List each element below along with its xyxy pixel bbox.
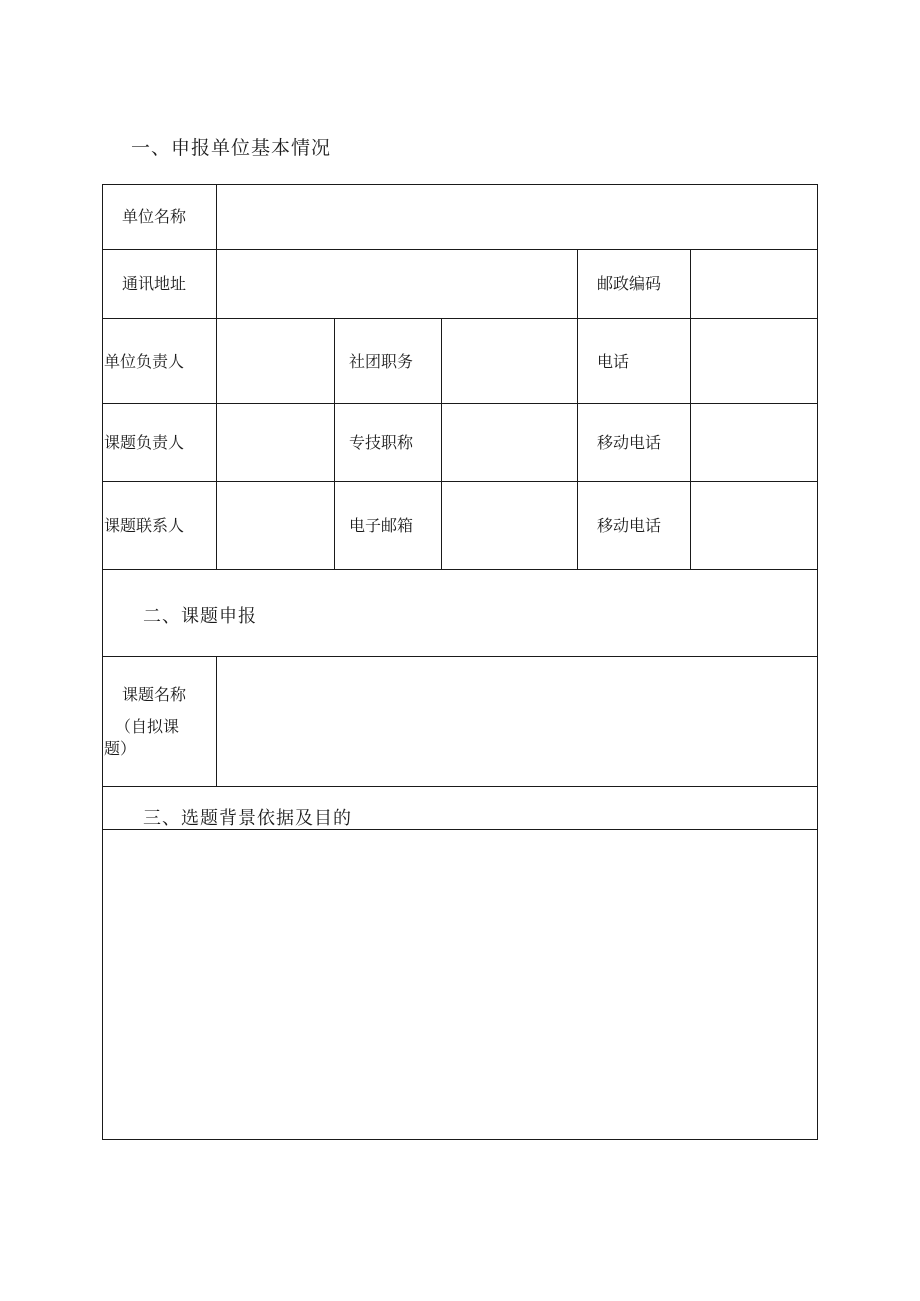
email-field[interactable]	[442, 482, 577, 569]
column-divider	[577, 249, 578, 569]
professional-title-label: 专技职称	[349, 433, 414, 452]
background-text-area[interactable]	[103, 830, 817, 1139]
contact-mobile-phone-label: 移动电话	[597, 516, 662, 535]
society-position-label: 社团职务	[349, 352, 414, 371]
column-divider	[334, 318, 335, 569]
project-contact-field[interactable]	[217, 482, 334, 569]
phone-field[interactable]	[691, 319, 817, 403]
mobile-phone-field[interactable]	[691, 404, 817, 481]
section-1-heading: 一、申报单位基本情况	[131, 137, 332, 159]
unit-name-label: 单位名称	[122, 207, 187, 226]
project-name-label-line-3: 题）	[104, 739, 137, 758]
project-name-field[interactable]	[217, 657, 817, 786]
professional-title-field[interactable]	[442, 404, 577, 481]
postal-code-label: 邮政编码	[597, 274, 662, 293]
section-3-heading: 三、选题背景依据及目的	[143, 808, 352, 829]
phone-label: 电话	[597, 352, 630, 371]
project-name-label-line-1: 课题名称	[122, 685, 187, 704]
address-label: 通讯地址	[122, 274, 187, 293]
project-head-field[interactable]	[217, 404, 334, 481]
email-label: 电子邮箱	[349, 516, 414, 535]
unit-name-field[interactable]	[217, 185, 817, 249]
society-position-field[interactable]	[442, 319, 577, 403]
project-contact-label: 课题联系人	[104, 516, 185, 535]
row-divider	[102, 569, 818, 570]
postal-code-field[interactable]	[691, 250, 817, 318]
mobile-phone-label: 移动电话	[597, 433, 662, 452]
project-name-label-line-2: （自拟课	[115, 717, 180, 736]
row-divider	[102, 786, 818, 787]
project-head-label: 课题负责人	[104, 433, 185, 452]
unit-head-label: 单位负责人	[104, 352, 185, 371]
section-2-heading: 二、课题申报	[143, 606, 257, 627]
contact-mobile-phone-field[interactable]	[691, 482, 817, 569]
unit-head-field[interactable]	[217, 319, 334, 403]
address-field[interactable]	[217, 250, 577, 318]
